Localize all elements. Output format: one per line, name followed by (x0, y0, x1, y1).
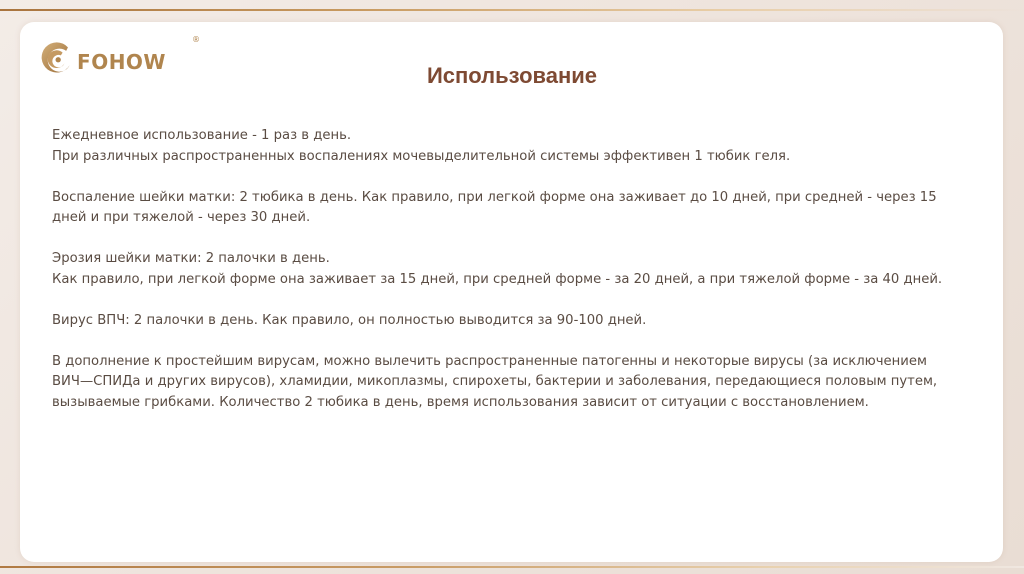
logo-wordmark: FOHOW (77, 50, 166, 74)
text-line: Как правило, при легкой форме она заживает за 15 дней, при средней форме - за 20 дней, а при тяжелой форме - за 40 дней. (52, 271, 943, 287)
top-decorative-line (0, 9, 1024, 11)
paragraph-cervicitis (52, 188, 957, 229)
text-line: Вирус ВПЧ: 2 палочки в день. Как правило, он полностью выводится за 90-100 дней. (52, 312, 647, 328)
registered-mark: ® (192, 35, 200, 44)
paragraph-hpv (52, 311, 957, 332)
text-line: Эрозия шейки матки: 2 палочки в день. (52, 251, 330, 266)
text-line: В дополнение к простейшим вирусам, можно вылечить распространенные патогенны и некоторые вирусы (за исключением ВИЧ—СПИДа и других вирусов), хламидии, микоплазмы, спирохеты, бактерии и заболевания, передающиеся половым путем, вызываемые грибками. Количество 2 тюбика в день, время использования зависит от ситуации с восстановлением. (52, 353, 938, 410)
paragraph-daily-use (52, 126, 957, 167)
text-line: Ежедневное использование - 1 раз в день. (52, 128, 352, 143)
text-line: Воспаление шейки матки: 2 тюбика в день. Как правило, при легкой форме она заживает до 10 дней, при средней - через 15 дней и при тяжелой - через 30 дней. (52, 189, 937, 225)
bottom-decorative-line (0, 566, 1024, 568)
body-text (52, 126, 957, 434)
text-line: При различных распространенных воспалениях мочевыделительной системы эффективен 1 тюбик геля. (52, 148, 791, 164)
paragraph-additional (52, 352, 957, 414)
paragraph-erosion (52, 249, 957, 290)
page-title: Использование (426, 63, 598, 88)
